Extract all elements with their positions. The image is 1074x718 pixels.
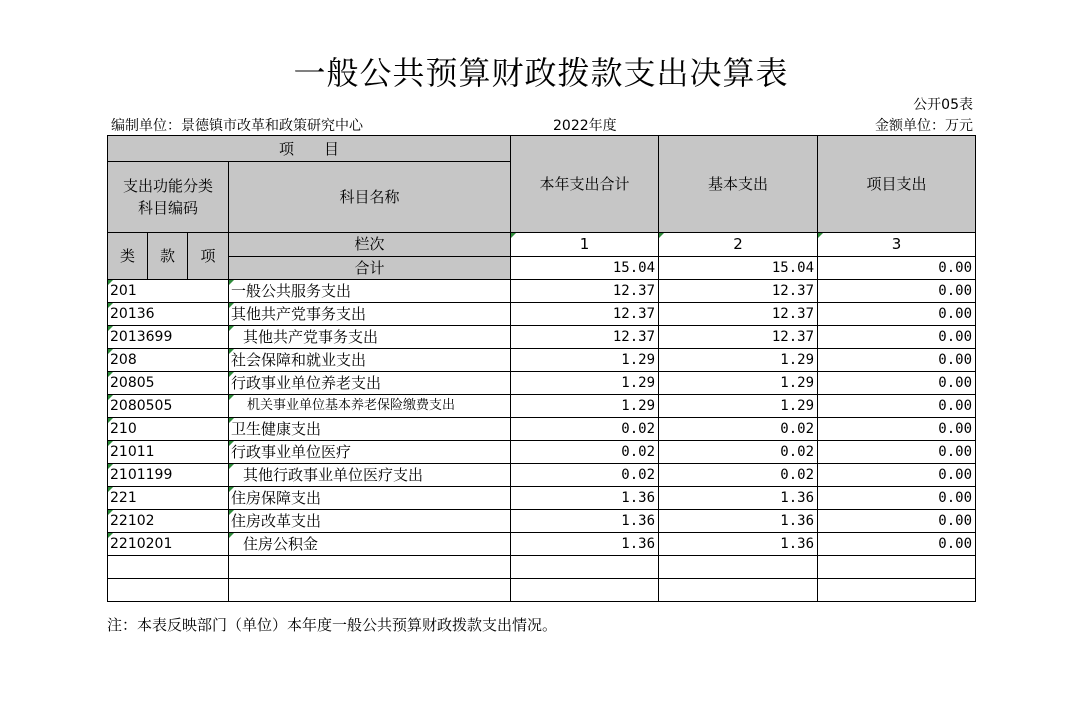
total-project: 0.00 xyxy=(818,256,976,280)
row-subject-name: 住房公积金 xyxy=(229,533,511,556)
row-code: 221 xyxy=(108,487,229,510)
table-row xyxy=(108,418,976,441)
total-basic: 15.04 xyxy=(659,256,818,280)
row-project: 0.00 xyxy=(818,441,976,464)
row-total: 1.36 xyxy=(511,510,659,533)
row-basic: 1.36 xyxy=(659,510,818,533)
row-subject-name: 卫生健康支出 xyxy=(229,418,511,441)
table-row xyxy=(108,280,976,303)
row-subject-name: 行政事业单位医疗 xyxy=(229,441,511,464)
row-code: 20136 xyxy=(108,303,229,326)
empty-row xyxy=(108,579,976,602)
fiscal-year: 2022年度 xyxy=(553,118,617,134)
row-project: 0.00 xyxy=(818,303,976,326)
row-project: 0.00 xyxy=(818,533,976,556)
row-project: 0.00 xyxy=(818,418,976,441)
row-total: 0.02 xyxy=(511,441,659,464)
empty-row xyxy=(108,556,976,579)
header-project: 项目支出 xyxy=(818,136,976,233)
total-sum: 15.04 xyxy=(511,256,659,280)
row-code: 201 xyxy=(108,280,229,303)
row-subject-name: 社会保障和就业支出 xyxy=(229,349,511,372)
table-row xyxy=(108,441,976,464)
col-index-2: 2 xyxy=(659,233,818,257)
row-code: 210 xyxy=(108,418,229,441)
table-row xyxy=(108,395,976,418)
col-index-3: 3 xyxy=(818,233,976,257)
row-total: 12.37 xyxy=(511,303,659,326)
header-basic: 基本支出 xyxy=(659,136,818,233)
header-item: 项 目 xyxy=(108,136,511,162)
budget-sheet xyxy=(107,52,975,652)
table-row xyxy=(108,487,976,510)
row-total: 1.29 xyxy=(511,372,659,395)
row-project: 0.00 xyxy=(818,487,976,510)
row-project: 0.00 xyxy=(818,372,976,395)
row-code: 208 xyxy=(108,349,229,372)
row-code: 2013699 xyxy=(108,326,229,349)
row-project: 0.00 xyxy=(818,510,976,533)
row-total: 1.29 xyxy=(511,349,659,372)
row-subject-name: 其他行政事业单位医疗支出 xyxy=(229,464,511,487)
table-row xyxy=(108,372,976,395)
row-basic: 0.02 xyxy=(659,464,818,487)
row-project: 0.00 xyxy=(818,464,976,487)
row-basic: 1.36 xyxy=(659,533,818,556)
row-project: 0.00 xyxy=(818,326,976,349)
row-subject-name: 住房保障支出 xyxy=(229,487,511,510)
row-project: 0.00 xyxy=(818,349,976,372)
amount-unit: 金额单位：万元 xyxy=(875,118,973,134)
compiling-unit: 编制单位：景德镇市改革和政策研究中心 xyxy=(111,118,363,134)
row-total: 1.29 xyxy=(511,395,659,418)
table-row xyxy=(108,303,976,326)
row-code: 2101199 xyxy=(108,464,229,487)
row-total: 1.36 xyxy=(511,533,659,556)
row-code: 21011 xyxy=(108,441,229,464)
header-lei: 类 xyxy=(108,233,148,280)
total-label: 合计 xyxy=(229,256,511,280)
table-note: 注：本表反映部门（单位）本年度一般公共预算财政拨款支出情况。 xyxy=(107,616,558,634)
row-subject-name: 其他共产党事务支出 xyxy=(229,326,511,349)
col-index-1: 1 xyxy=(511,233,659,257)
table-row xyxy=(108,326,976,349)
table-row xyxy=(108,464,976,487)
row-total: 0.02 xyxy=(511,464,659,487)
page-title: 一般公共预算财政拨款支出决算表 xyxy=(293,54,789,92)
table-row xyxy=(108,510,976,533)
row-basic: 0.02 xyxy=(659,418,818,441)
header-xiang: 项 xyxy=(188,233,229,280)
row-subject-name: 机关事业单位基本养老保险缴费支出 xyxy=(229,395,511,418)
row-total: 0.02 xyxy=(511,418,659,441)
row-basic: 1.29 xyxy=(659,372,818,395)
table-row xyxy=(108,349,976,372)
row-subject-name: 其他共产党事务支出 xyxy=(229,303,511,326)
row-code: 22102 xyxy=(108,510,229,533)
header-func-code: 支出功能分类 科目编码 xyxy=(108,162,229,233)
header-kuan: 款 xyxy=(148,233,188,280)
expenditure-table xyxy=(107,135,976,602)
row-subject-name: 一般公共服务支出 xyxy=(229,280,511,303)
header-lanci: 栏次 xyxy=(229,233,511,257)
header-subject-name: 科目名称 xyxy=(229,162,511,233)
row-subject-name: 行政事业单位养老支出 xyxy=(229,372,511,395)
row-basic: 1.36 xyxy=(659,487,818,510)
row-total: 1.36 xyxy=(511,487,659,510)
row-subject-name: 住房改革支出 xyxy=(229,510,511,533)
row-basic: 12.37 xyxy=(659,303,818,326)
row-basic: 12.37 xyxy=(659,326,818,349)
form-number: 公开05表 xyxy=(913,97,973,113)
header-total: 本年支出合计 xyxy=(511,136,659,233)
row-basic: 1.29 xyxy=(659,349,818,372)
table-row xyxy=(108,533,976,556)
row-basic: 12.37 xyxy=(659,280,818,303)
row-code: 2080505 xyxy=(108,395,229,418)
row-code: 2210201 xyxy=(108,533,229,556)
row-code: 20805 xyxy=(108,372,229,395)
row-basic: 0.02 xyxy=(659,441,818,464)
row-project: 0.00 xyxy=(818,280,976,303)
row-project: 0.00 xyxy=(818,395,976,418)
row-total: 12.37 xyxy=(511,326,659,349)
row-basic: 1.29 xyxy=(659,395,818,418)
row-total: 12.37 xyxy=(511,280,659,303)
